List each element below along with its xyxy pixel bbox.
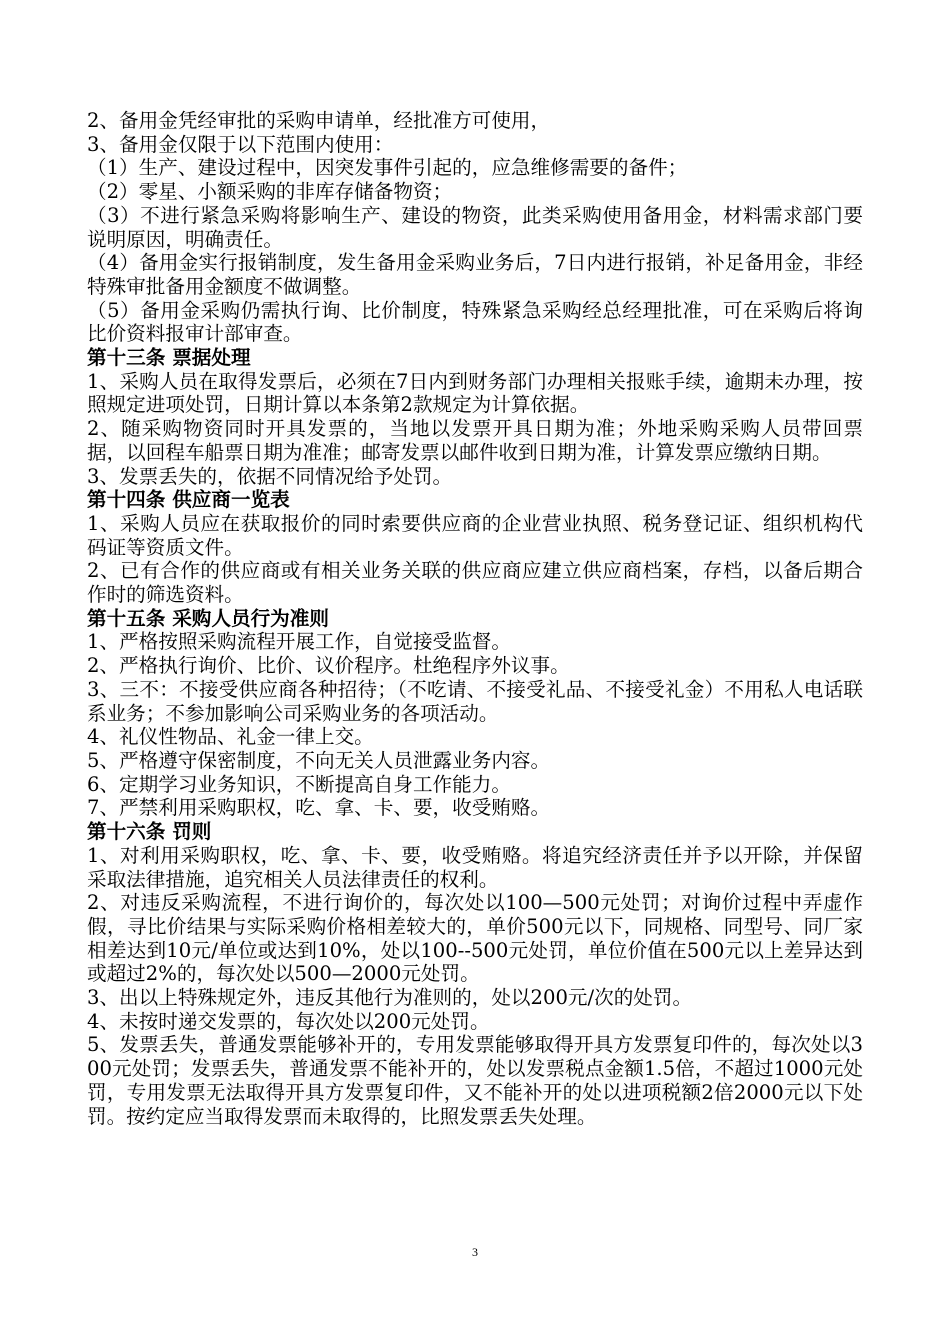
paragraph: 1、严格按照采购流程开展工作，自觉接受监督。 [87, 630, 511, 654]
paragraph: 3、出以上特殊规定外，违反其他行为准则的，处以200元/次的处罚。 [87, 986, 693, 1010]
page-number: 3 [472, 1245, 478, 1259]
section-heading: 第十五条 采购人员行为准则 [87, 606, 329, 630]
paragraph: 6、定期学习业务知识，不断提高自身工作能力。 [87, 772, 511, 796]
paragraph: 4、未按时递交发票的，每次处以200元处罚。 [87, 1009, 490, 1033]
paragraph: （1）生产、建设过程中，因突发事件引起的，应急维修需要的备件； [87, 156, 688, 180]
paragraph: （2）零星、小额采购的非库存储备物资； [87, 180, 453, 204]
paragraph: 2、对违反采购流程，不进行询价的，每次处以100—500元处罚；对询价过程中弄虚作假，寻比价结果与实际采购价格相差较大的，单价500元以下，同规格、同型号、同厂家相差达到10元/单位或达到10%，处以100--500元处罚，单位价值在500元以上差异达到或超过2%的，每次处以500—2000元处罚。 [87, 891, 863, 986]
paragraph: 4、礼仪性物品、礼金一律上交。 [87, 725, 374, 749]
paragraph: 2、已有合作的供应商或有相关业务关联的供应商应建立供应商档案，存档，以备后期合作时的筛选资料。 [87, 559, 863, 607]
paragraph: 2、严格执行询价、比价、议价程序。杜绝程序外议事。 [87, 654, 570, 678]
paragraph: 2、备用金凭经审批的采购申请单，经批准方可使用， [87, 109, 551, 132]
section-heading: 第十六条 罚则 [87, 820, 212, 844]
paragraph: （4）备用金实行报销制度，发生备用金采购业务后，7日内进行报销，补足备用金，非经特殊审批备用金额度不做调整。 [87, 251, 863, 298]
paragraph: 1、采购人员在取得发票后，必须在7日内到财务部门办理相关报账手续，逾期未办理，按照规定进项处罚，日期计算以本条第2款规定为计算依据。 [87, 369, 863, 417]
paragraph: 5、严格遵守保密制度，不向无关人员泄露业务内容。 [87, 748, 551, 772]
paragraph: 1、对利用采购职权，吃、拿、卡、要，收受贿赂。将追究经济责任并予以开除，并保留采取法律措施，追究相关人员法律责任的权利。 [87, 843, 863, 891]
section-heading: 第十四条 供应商一览表 [87, 488, 290, 512]
paragraph: 3、备用金仅限于以下范围内使用： [87, 132, 394, 156]
document-body [87, 109, 863, 1128]
paragraph: 5、发票丢失，普通发票能够补开的，专用发票能够取得开具方发票复印件的，每次处以300元处罚；发票丢失，普通发票不能补开的，处以发票税点金额1.5倍，不超过1000元处罚，专用发票无法取得开具方发票复印件，又不能补开的处以进项税额2倍2000元以下处罚。按约定应当取得发票而未取得的，比照发票丢失处理。 [87, 1033, 863, 1128]
section-heading: 第十三条 票据处理 [87, 346, 251, 370]
paragraph: （3）不进行紧急采购将影响生产、建设的物资，此类采购使用备用金，材料需求部门要说明原因，明确责任。 [87, 203, 863, 251]
paragraph: （5）备用金采购仍需执行询、比价制度，特殊紧急采购经总经理批准，可在采购后将询比价资料报审计部审查。 [87, 298, 863, 346]
paragraph: 7、严禁利用采购职权，吃、拿、卡、要，收受贿赂。 [87, 796, 551, 820]
paragraph: 3、发票丢失的，依据不同情况给予处罚。 [87, 464, 453, 488]
paragraph: 2、随采购物资同时开具发票的，当地以发票开具日期为准；外地采购采购人员带回票据，以回程车船票日期为准准；邮寄发票以邮件收到日期为准，计算发票应缴纳日期。 [87, 417, 863, 464]
paragraph: 1、采购人员应在获取报价的同时索要供应商的企业营业执照、税务登记证、组织机构代码证等资质文件。 [87, 511, 863, 559]
paragraph: 3、三不：不接受供应商各种招待；（不吃请、不接受礼品、不接受礼金）不用私人电话联系业务；不参加影响公司采购业务的各项活动。 [87, 677, 863, 725]
